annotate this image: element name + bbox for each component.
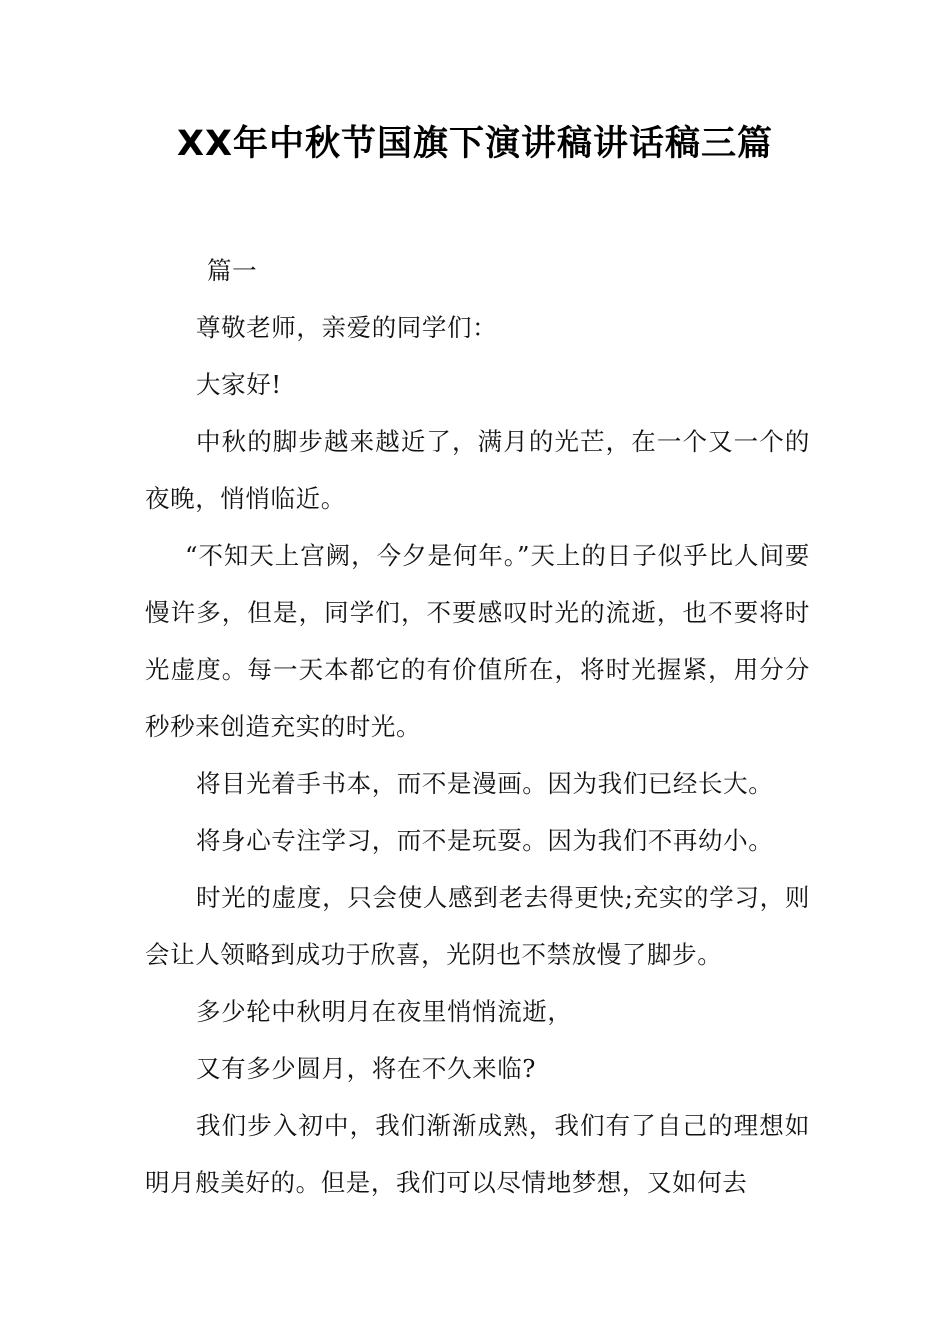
document-title: XX年中秋节国旗下演讲稿讲话稿三篇 bbox=[177, 124, 773, 164]
body-paragraph: 将身心专注学习，而不是玩耍。因为我们不再幼小。 bbox=[196, 826, 774, 855]
greeting-paragraph: 大家好! bbox=[196, 370, 282, 399]
body-paragraph: 将目光着手书本，而不是漫画。因为我们已经长大。 bbox=[196, 769, 774, 798]
body-paragraph: 我们步入初中，我们渐渐成熟，我们有了自己的理想如明月般美好的。但是，我们可以尽情地梦想，又如何去 bbox=[145, 1111, 810, 1197]
document-body bbox=[145, 242, 810, 1211]
body-paragraph: 又有多少圆月，将在不久来临? bbox=[196, 1054, 537, 1083]
section-heading: 篇一 bbox=[207, 256, 258, 285]
body-paragraph: “不知天上宫阙，今夕是何年。”天上的日子似乎比人间要慢许多，但是，同学们，不要感叹时光的流逝，也不要将时光虚度。每一天本都它的有价值所在，将时光握紧，用分分秒秒来创造充实的时光。 bbox=[145, 541, 810, 741]
salutation-paragraph: 尊敬老师，亲爱的同学们： bbox=[196, 313, 498, 342]
body-paragraph: 中秋的脚步越来越近了，满月的光芒，在一个又一个的夜晚，悄悄临近。 bbox=[145, 427, 810, 513]
body-paragraph: 时光的虚度，只会使人感到老去得更快;充实的学习，则会让人领略到成功于欣喜，光阴也不禁放慢了脚步。 bbox=[145, 883, 810, 969]
body-paragraph: 多少轮中秋明月在夜里悄悄流逝， bbox=[196, 997, 573, 1026]
